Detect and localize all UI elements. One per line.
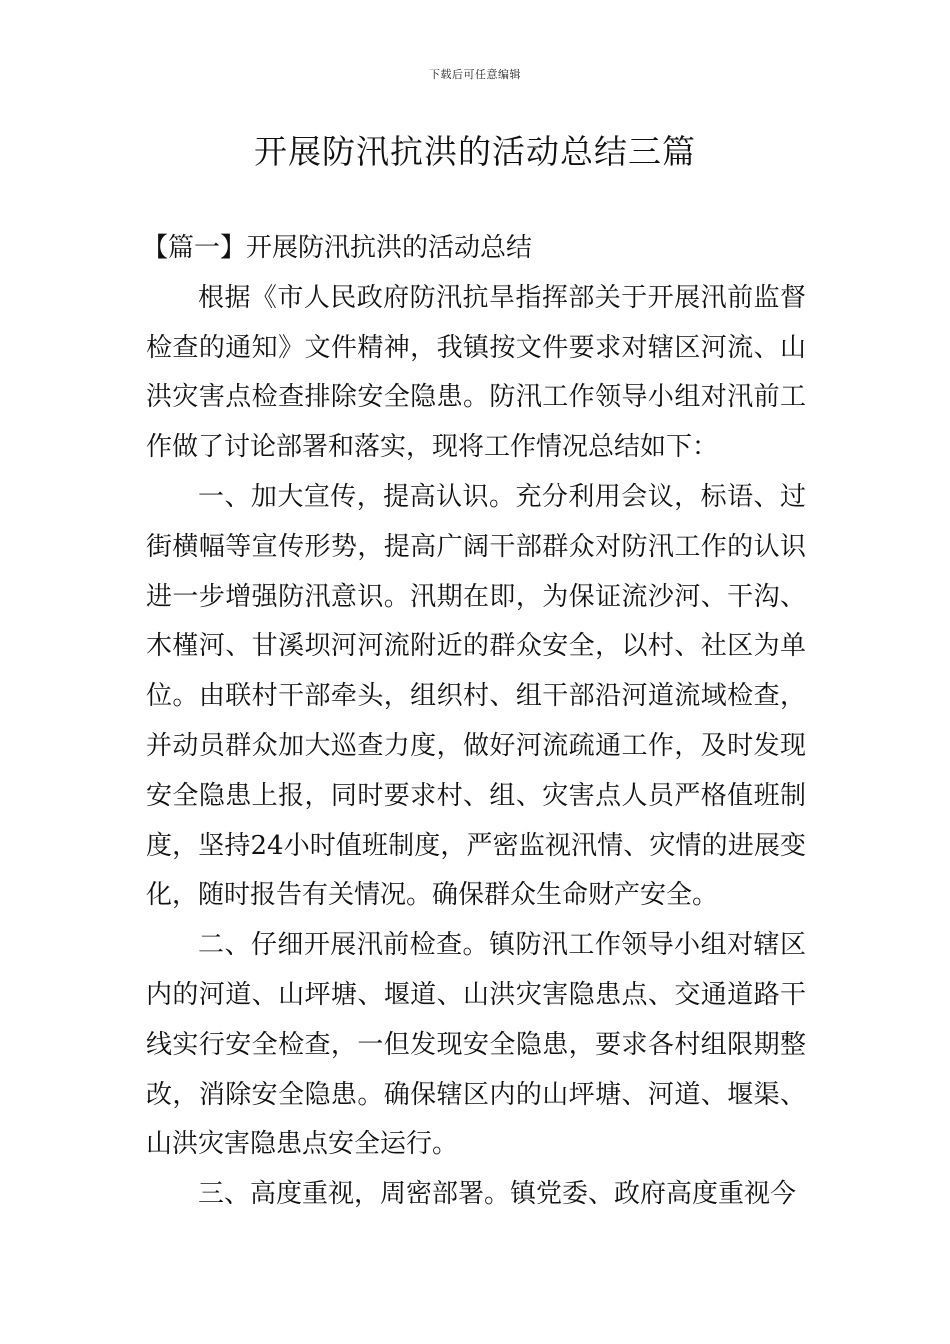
paragraph-point-two: 二、仔细开展汛前检查。镇防汛工作领导小组对辖区内的河道、山坪塘、堰道、山洪灾害隐患点、交通道路干线实行安全检查，一但发现安全隐患，要求各村组限期整改，消除安全隐患。确保辖区内的山坪塘、河道、堰渠、山洪灾害隐患点安全运行。 xyxy=(146,930,806,1160)
section-heading: 【篇一】开展防汛抗洪的活动总结 xyxy=(142,233,533,263)
paragraph-point-one: 一、加大宣传，提高认识。充分利用会议，标语、过街横幅等宣传形势，提高广阔干部群众对防汛工作的认识进一步增强防汛意识。汛期在即，为保证流沙河、干沟、木槿河、甘溪坝河河流附近的群众安全，以村、社区为单位。由联村干部牵头，组织村、组干部沿河道流域检查，并动员群众加大巡查力度，做好河流疏通工作，及时发现安全隐患上报，同时要求村、组、灾害点人员严格值班制度，坚持24小时值班制度，严密监视汛情、灾情的进展变化，随时报告有关情况。确保群众生命财产安全。 xyxy=(146,481,806,911)
header-note: 下载后可任意编辑 xyxy=(429,68,521,81)
document-body xyxy=(142,224,806,1220)
paragraph-intro: 根据《市人民政府防汛抗旱指挥部关于开展汛前监督检查的通知》文件精神，我镇按文件要求对辖区河流、山洪灾害点检查排除安全隐患。防汛工作领导小组对汛前工作做了讨论部署和落实，现将工作情况总结如下： xyxy=(146,282,806,463)
document-title: 开展防汛抗洪的活动总结三篇 xyxy=(254,132,696,171)
paragraph-point-three: 三、高度重视，周密部署。镇党委、政府高度重视今 xyxy=(198,1179,797,1210)
